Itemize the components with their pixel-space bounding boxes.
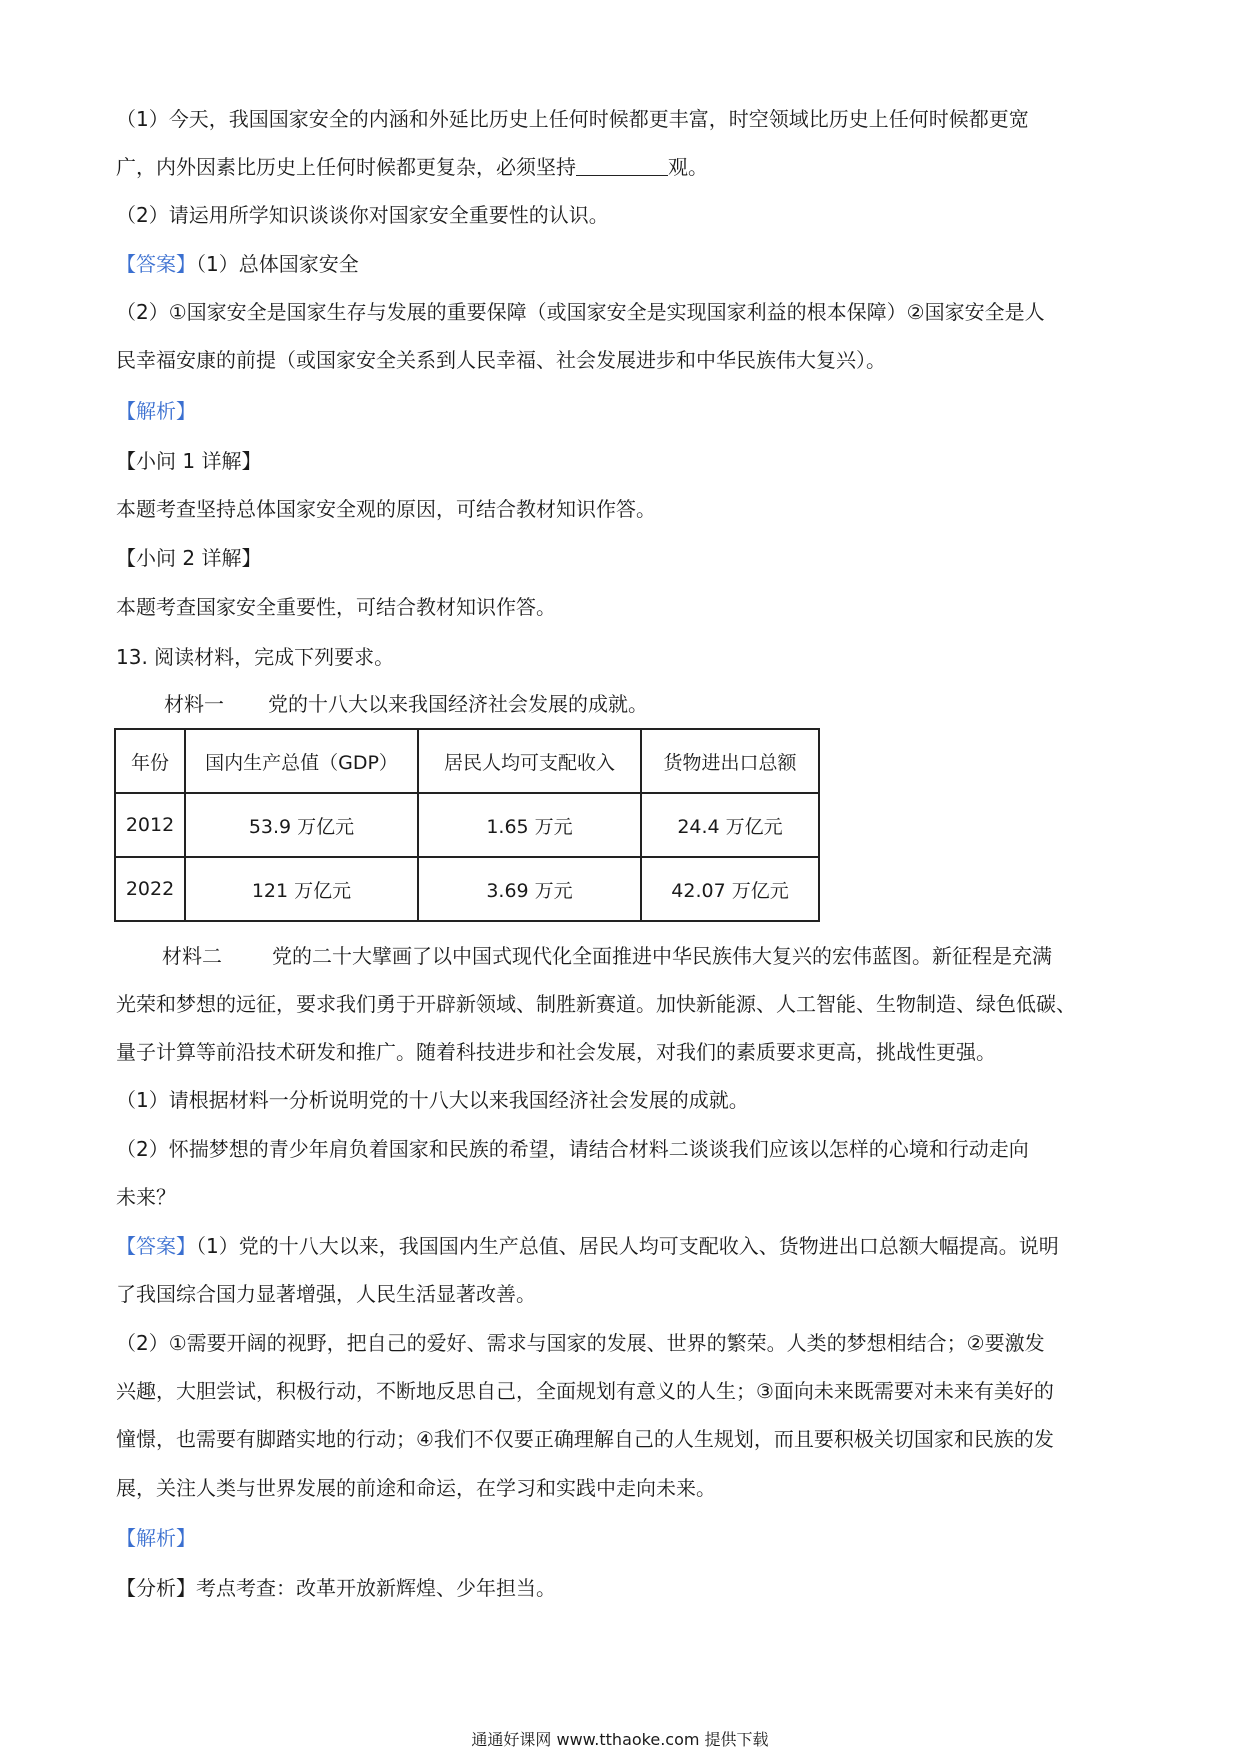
table-cell: 24.4 万亿元	[641, 793, 819, 857]
q13-analysis-text: 【分析】考点考查：改革开放新辉煌、少年担当。	[116, 1576, 556, 1600]
q13-answer2-line1: （2）①需要开阔的视野，把自己的爱好、需求与国家的发展、世界的繁荣。人类的梦想相结合；②要激发	[116, 1331, 1045, 1355]
sub1-text: 本题考查坚持总体国家安全观的原因，可结合教材知识作答。	[116, 497, 656, 521]
q13-title: 13. 阅读材料，完成下列要求。	[116, 645, 395, 669]
q13-question2-line1: （2）怀揣梦想的青少年肩负着国家和民族的希望，请结合材料二谈谈我们应该以怎样的心境和行动走向	[116, 1137, 1029, 1161]
q12-part1-line2	[116, 155, 708, 179]
sub2-title: 【小问 2 详解】	[116, 546, 262, 570]
q13-question2-line2: 未来？	[116, 1185, 176, 1209]
table-header-cell: 居民人均可支配收入	[418, 729, 641, 793]
material2-label: 材料二	[162, 944, 222, 968]
sub1-title: 【小问 1 详解】	[116, 449, 262, 473]
analysis-tag: 【解析】	[116, 1526, 196, 1550]
q13-answer2-line3: 憧憬，也需要有脚踏实地的行动；④我们不仅要正确理解自己的人生规划，而且要积极关切国家和民族的发	[116, 1427, 1054, 1451]
table-cell: 121 万亿元	[185, 857, 418, 921]
material2-line3: 量子计算等前沿技术研发和推广。随着科技进步和社会发展，对我们的素质要求更高，挑战性更强。	[116, 1040, 996, 1064]
table-cell: 3.69 万元	[418, 857, 641, 921]
q12-part1-text: 广，内外因素比历史上任何时候都更复杂，必须坚持	[116, 155, 576, 179]
q12-answer2-line2: 民幸福安康的前提（或国家安全关系到人民幸福、社会发展进步和中华民族伟大复兴）。	[116, 348, 886, 372]
q12-answer2-line1: （2）①国家安全是国家生存与发展的重要保障（或国家安全是实现国家利益的根本保障）②国家安全是人	[116, 300, 1045, 324]
table-header-row	[115, 729, 819, 793]
footer-source: 通通好课网 www.tthaoke.com 提供下载	[471, 1730, 769, 1749]
material2-line2: 光荣和梦想的远征，要求我们勇于开辟新领域、制胜新赛道。加快新能源、人工智能、生物制造、绿色低碳、	[116, 992, 1076, 1016]
q12-answer-line	[116, 252, 359, 276]
q13-answer2-line4: 展，关注人类与世界发展的前途和命运，在学习和实践中走向未来。	[116, 1476, 716, 1500]
table-row	[115, 793, 819, 857]
table-header-cell: 货物进出口总额	[641, 729, 819, 793]
q12-part1-line1: （1）今天，我国国家安全的内涵和外延比历史上任何时候都更丰富，时空领域比历史上任何时候都更宽	[116, 107, 1029, 131]
sub2-text: 本题考查国家安全重要性，可结合教材知识作答。	[116, 595, 556, 619]
answer-tag: 【答案】	[116, 252, 196, 276]
material1-label: 材料一	[164, 692, 224, 716]
gdp-table	[114, 728, 820, 922]
table-cell: 42.07 万亿元	[641, 857, 819, 921]
q13-answer2-line2: 兴趣，大胆尝试，积极行动，不断地反思自己，全面规划有意义的人生；③面向未来既需要对未来有美好的	[116, 1379, 1054, 1403]
q13-question1: （1）请根据材料一分析说明党的十八大以来我国经济社会发展的成就。	[116, 1088, 749, 1112]
table-header-cell: 国内生产总值（GDP）	[185, 729, 418, 793]
q12-part2: （2）请运用所学知识谈谈你对国家安全重要性的认识。	[116, 203, 609, 227]
table-row	[115, 857, 819, 921]
material2-text: 党的二十大擘画了以中国式现代化全面推进中华民族伟大复兴的宏伟蓝图。新征程是充满	[272, 944, 1052, 968]
q12-part1-end: 观。	[668, 155, 708, 179]
table-cell: 2012	[115, 793, 185, 857]
table-cell: 53.9 万亿元	[185, 793, 418, 857]
fill-blank	[576, 157, 668, 176]
q13-answer1-line1: （1）党的十八大以来，我国国内生产总值、居民人均可支配收入、货物进出口总额大幅提高。说明	[196, 1234, 1059, 1258]
material2-line1	[162, 944, 1052, 968]
q13-answer1-line2: 了我国综合国力显著增强，人民生活显著改善。	[116, 1282, 536, 1306]
material1	[164, 692, 648, 716]
analysis-tag: 【解析】	[116, 399, 196, 423]
table-cell: 1.65 万元	[418, 793, 641, 857]
answer-tag: 【答案】	[116, 1234, 196, 1258]
q13-answer-line	[116, 1234, 1059, 1258]
q12-answer1: （1）总体国家安全	[196, 252, 359, 276]
table-cell: 2022	[115, 857, 185, 921]
table-header-cell: 年份	[115, 729, 185, 793]
material1-text: 党的十八大以来我国经济社会发展的成就。	[268, 692, 648, 716]
